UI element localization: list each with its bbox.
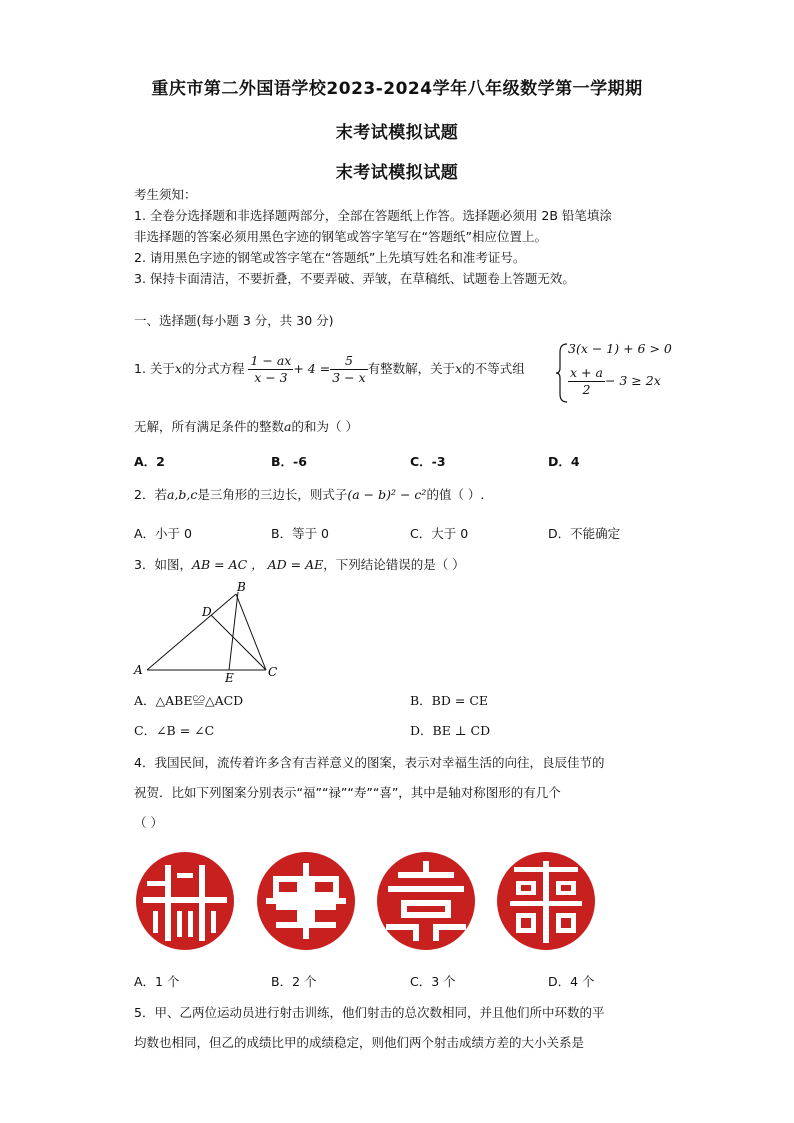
segment-be <box>229 592 238 670</box>
q4-line2: 祝贺．比如下列图案分别表示“福”“禄”“寿”“喜”，其中是轴对称图形的有几个 <box>134 785 561 800</box>
notice-item-1: 1. 全卷分选择题和非选择题两部分，全部在答题纸上作答。选择题必须用 2B 铅笔填涂 <box>134 208 612 223</box>
q3-condition: AB = AC ， AD = AE <box>191 557 324 572</box>
fu-seal-icon <box>135 851 235 951</box>
frac2-denominator: 3 − x <box>332 370 366 385</box>
q1-plus4: + 4 = <box>293 361 331 376</box>
segment-bc <box>236 594 266 670</box>
frac2-numerator: 5 <box>330 353 367 370</box>
q2-prefix: 2．若 <box>134 487 167 502</box>
label-c: C <box>268 665 278 679</box>
frac1-denominator: x − 3 <box>254 370 288 385</box>
q1-var-a: a <box>284 419 292 434</box>
shou-seal-icon <box>376 851 476 951</box>
q2-option-d[interactable]: D．不能确定 <box>548 526 621 541</box>
q1-fraction-2 <box>330 353 367 386</box>
notice-item-1b: 非选择题的答案必须用黑色字迹的钢笔或答字笔写在“答题纸”相应位置上。 <box>134 229 547 244</box>
q3-option-b[interactable]: B．BD = CE <box>410 693 489 708</box>
q2-expression: (a − b)² − c² <box>347 487 427 502</box>
ineq2-numerator: x + a <box>570 365 603 380</box>
q3-prefix: 3．如图， <box>134 557 192 572</box>
q3-end: ，下列结论错误的是（ ） <box>323 557 465 572</box>
q1-var-x: x <box>174 361 182 376</box>
q4-option-c[interactable]: C．3 个 <box>410 974 456 989</box>
question-1 <box>134 352 525 386</box>
q4-option-d[interactable]: D．4 个 <box>548 974 595 989</box>
q3-option-c[interactable]: C．∠B = ∠C <box>134 723 215 738</box>
section-heading: 一、选择题(每小题 3 分，共 30 分) <box>134 313 334 328</box>
xi-seal-icon <box>496 851 596 951</box>
triangle-figure <box>130 578 290 684</box>
q4-option-b[interactable]: B．2 个 <box>271 974 317 989</box>
notice-item-2: 2. 请用黑色字迹的钢笔或答字笔在“答题纸”上先填写姓名和准考证号。 <box>134 250 526 265</box>
q1-option-a[interactable]: A．2 <box>134 454 165 469</box>
title-line-1: 重庆市第二外国语学校2023-2024学年八年级数学第一学期期 <box>151 79 643 99</box>
label-d: D <box>202 605 212 619</box>
ineq2-denominator: 2 <box>582 382 591 397</box>
q1-line2-end: 的和为（ ） <box>291 419 358 434</box>
label-e: E <box>225 671 234 684</box>
ineq2-rest: − 3 ≥ 2x <box>604 373 661 388</box>
ineq2-fraction <box>568 365 605 398</box>
segment-dc <box>211 615 266 670</box>
q2-option-b[interactable]: B．等于 0 <box>271 526 330 541</box>
notice-item-3: 3. 保持卡面清洁，不要折叠，不要弄破、弄皱，在草稿纸、试题卷上答题无效。 <box>134 271 575 286</box>
q1-line2 <box>134 418 358 436</box>
q1-mid3: 的不等式组 <box>462 361 525 376</box>
q4-line3: （ ） <box>134 815 163 830</box>
q4-line1: 4．我国民间，流传着许多含有吉祥意义的图案，表示对幸福生活的向往，良辰佳节的 <box>134 755 605 770</box>
q2-option-a[interactable]: A．小于 0 <box>134 526 192 541</box>
label-b: B <box>237 580 246 594</box>
q1-prefix: 1. 关于 <box>134 361 175 376</box>
q2-vars: a,b,c <box>166 487 198 502</box>
q1-fraction-1 <box>248 353 293 386</box>
question-2 <box>134 486 484 504</box>
q1-inequality-1: 3(x − 1) + 6 > 0 <box>568 341 672 356</box>
segment-ab <box>147 594 236 670</box>
title-line-3: 末考试模拟试题 <box>335 163 459 183</box>
q5-line1: 5．甲、乙两位运动员进行射击训练，他们射击的总次数相同，并且他们所中环数的平 <box>134 1005 605 1020</box>
q1-inequality-2 <box>568 365 661 398</box>
q5-line2: 均数也相同，但乙的成绩比甲的成绩稳定，则他们两个射击成绩方差的大小关系是 <box>134 1035 585 1050</box>
q2-end: 的值（ ）. <box>426 487 485 502</box>
notice-heading: 考生须知： <box>134 187 197 202</box>
label-a: A <box>134 663 143 677</box>
q1-option-c[interactable]: C．-3 <box>410 454 446 469</box>
q1-option-d[interactable]: D．4 <box>548 454 580 469</box>
q2-mid: 是三角形的三边长，则式子 <box>197 487 348 502</box>
question-3 <box>134 556 465 574</box>
lu-seal-icon <box>256 851 356 951</box>
q1-mid1: 的分式方程 <box>181 361 245 376</box>
q1-brace <box>555 342 569 404</box>
q1-var-x2: x <box>455 361 463 376</box>
q2-option-c[interactable]: C．大于 0 <box>410 526 469 541</box>
q3-option-d[interactable]: D．BE ⊥ CD <box>410 723 491 738</box>
frac1-numerator: 1 − ax <box>250 353 292 368</box>
title-line-2: 末考试模拟试题 <box>335 123 459 143</box>
q3-option-a[interactable]: A．△ABE≌△ACD <box>134 693 244 708</box>
q1-option-b[interactable]: B．-6 <box>271 454 307 469</box>
q4-option-a[interactable]: A．1 个 <box>134 974 180 989</box>
q1-mid2: 有整数解，关于 <box>367 361 456 376</box>
q1-line2-text: 无解，所有满足条件的整数 <box>134 419 285 434</box>
